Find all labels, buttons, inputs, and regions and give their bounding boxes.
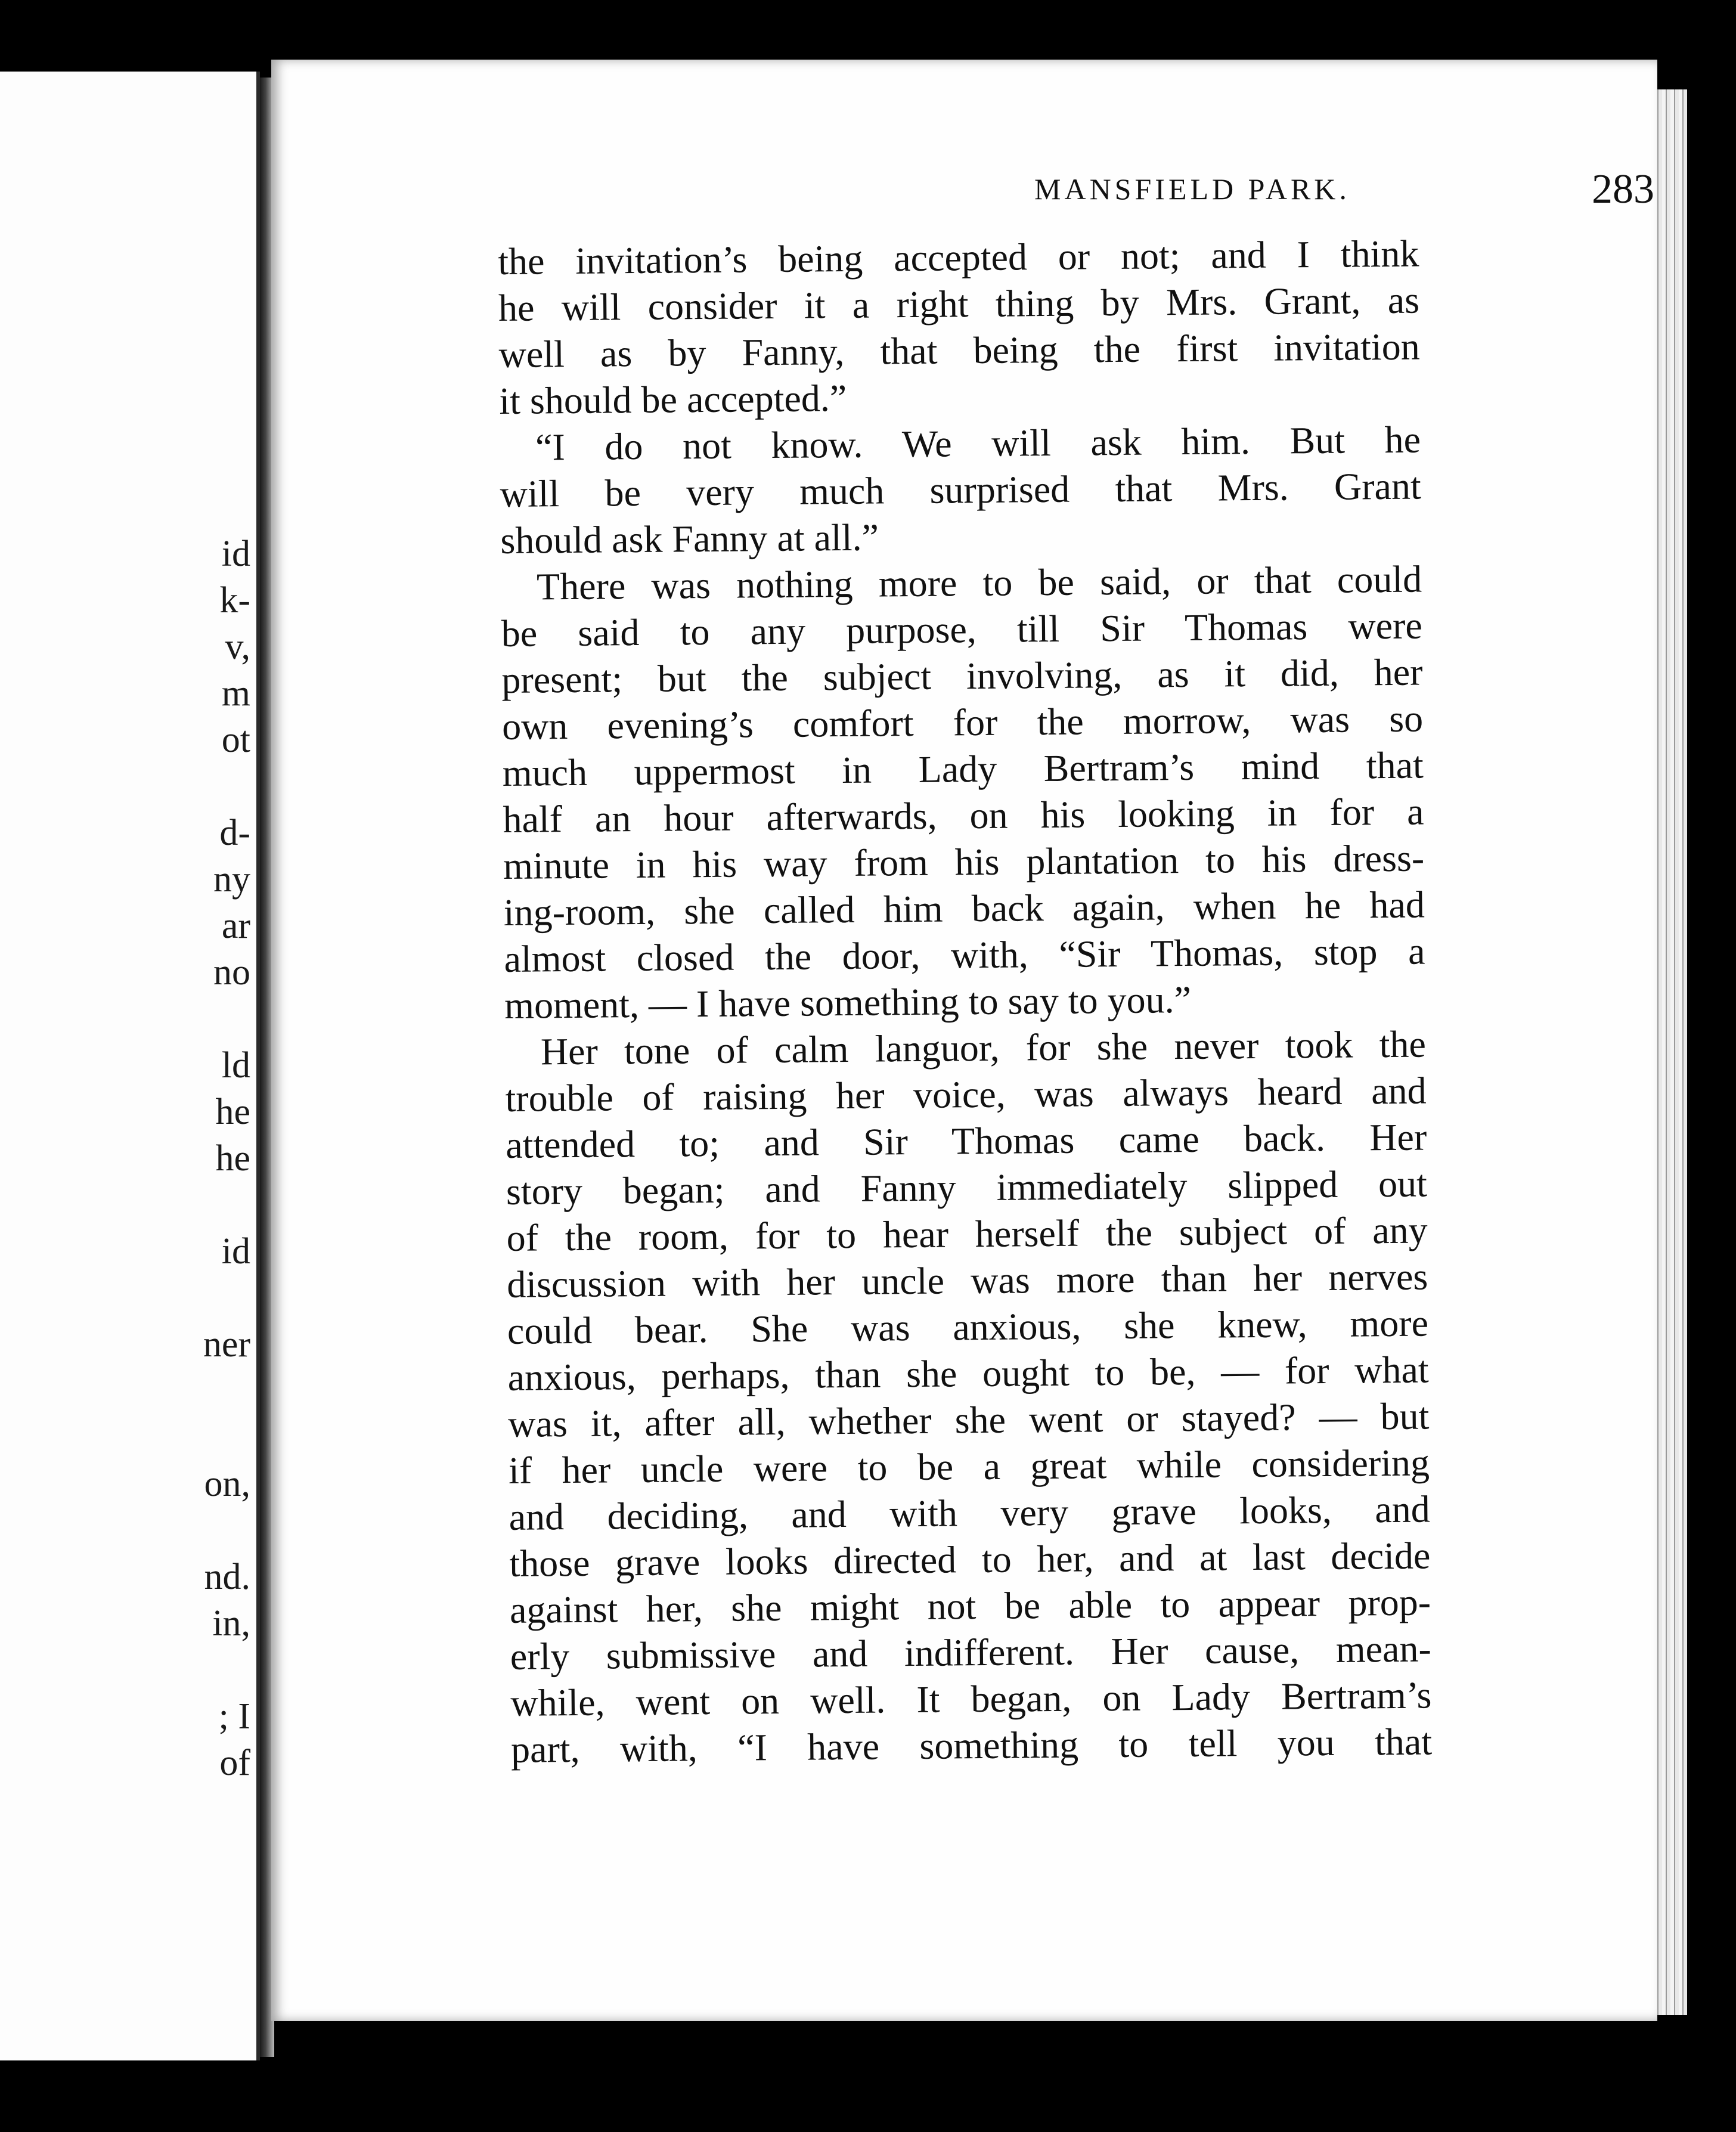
text-line: “I do not know. We will ask him. But he [535, 418, 1421, 469]
facing-page-fragment: he [215, 1092, 250, 1132]
text-line: half an hour afterwards, on his looking in for a [503, 790, 1424, 841]
facing-page-fragment: he [215, 1138, 250, 1179]
text-line: erly submissive and indifferent. Her cause, mean- [510, 1627, 1432, 1678]
text-line: those grave looks directed to her, and at last decide [509, 1534, 1431, 1585]
facing-page-fragment: ld [221, 1045, 250, 1086]
text-line: discussion with her uncle was more than her nerves [507, 1255, 1428, 1306]
text-line: while, went on well. It began, on Lady Bertram’s [510, 1674, 1432, 1724]
facing-page-fragment: ot [221, 720, 250, 760]
text-line: present; but the subject involving, as it did, her [501, 650, 1423, 701]
facing-page-fragment: of [219, 1743, 250, 1783]
facing-page-fragment: ar [221, 906, 250, 946]
text-line: ing-room, she called him back again, when he had [503, 883, 1425, 934]
text-line: it should be accepted.” [499, 376, 847, 422]
facing-page-fragment: k- [219, 580, 250, 621]
facing-page-fragment: m [221, 673, 250, 714]
text-line: moment, — I have something to say to you.” [504, 978, 1192, 1027]
text-line: trouble of raising her voice, was always heard and [505, 1069, 1427, 1120]
facing-page-fragment: on, [204, 1464, 250, 1504]
text-line: against her, she might not be able to appear prop- [509, 1581, 1431, 1631]
text-line: be said to any purpose, till Sir Thomas were [501, 604, 1423, 655]
text-line: own evening’s comfort for the morrow, was so [501, 697, 1424, 748]
facing-page [0, 72, 260, 2060]
facing-page-fragment: id [221, 534, 250, 574]
text-line: was it, after all, whether she went or stayed? — but [508, 1395, 1430, 1445]
facing-page-fragment: nd. [204, 1557, 250, 1597]
text-line: should ask Fanny at all.” [500, 516, 879, 562]
facing-page-fragment: ; I [218, 1696, 250, 1737]
facing-page-fragment: id [221, 1231, 250, 1272]
page-number: 283 [1592, 166, 1654, 212]
text-line: of the room, for to hear herself the subject of any [506, 1208, 1428, 1259]
text-line: part, with, “I have something to tell you that [510, 1720, 1433, 1771]
text-line: could bear. She was anxious, she knew, more [507, 1301, 1429, 1352]
text-line: if her uncle were to be a great while considering [508, 1441, 1430, 1492]
running-head [760, 166, 1654, 219]
text-line: almost closed the door, with, “Sir Thomas, stop a [504, 929, 1425, 980]
facing-page-fragment: ner [203, 1324, 250, 1365]
facing-page-fragment: d- [219, 813, 250, 853]
text-line: will be very much surprised that Mrs. Grant [500, 464, 1421, 515]
text-line: well as by Fanny, that being the first invitation [498, 325, 1420, 376]
facing-page-fragment: no [213, 952, 250, 993]
text-line: minute in his way from his plantation to his dress- [503, 836, 1425, 887]
text-line: the invitation’s being accepted or not; and I think [498, 232, 1419, 283]
text-line: anxious, perhaps, than she ought to be, — for what [507, 1348, 1429, 1399]
body-text [498, 231, 1432, 1773]
text-line: story began; and Fanny immediately slipped out [506, 1162, 1428, 1213]
text-line: and deciding, and with very grave looks, and [509, 1488, 1430, 1538]
text-line: attended to; and Sir Thomas came back. Her [505, 1115, 1427, 1166]
facing-page-fragment: in, [212, 1603, 250, 1644]
text-line: he will consider it a right thing by Mrs. Grant, as [498, 278, 1420, 329]
text-line: much uppermost in Lady Bertram’s mind that [502, 743, 1424, 794]
text-line: Her tone of calm languor, for she never took the [540, 1022, 1427, 1073]
facing-page-fragment: v, [225, 627, 250, 667]
facing-page-fragment: ny [213, 859, 250, 900]
book-page [271, 60, 1657, 2021]
running-title: MANSFIELD PARK. [1034, 172, 1350, 206]
text-line: There was nothing more to be said, or that could [536, 557, 1422, 608]
